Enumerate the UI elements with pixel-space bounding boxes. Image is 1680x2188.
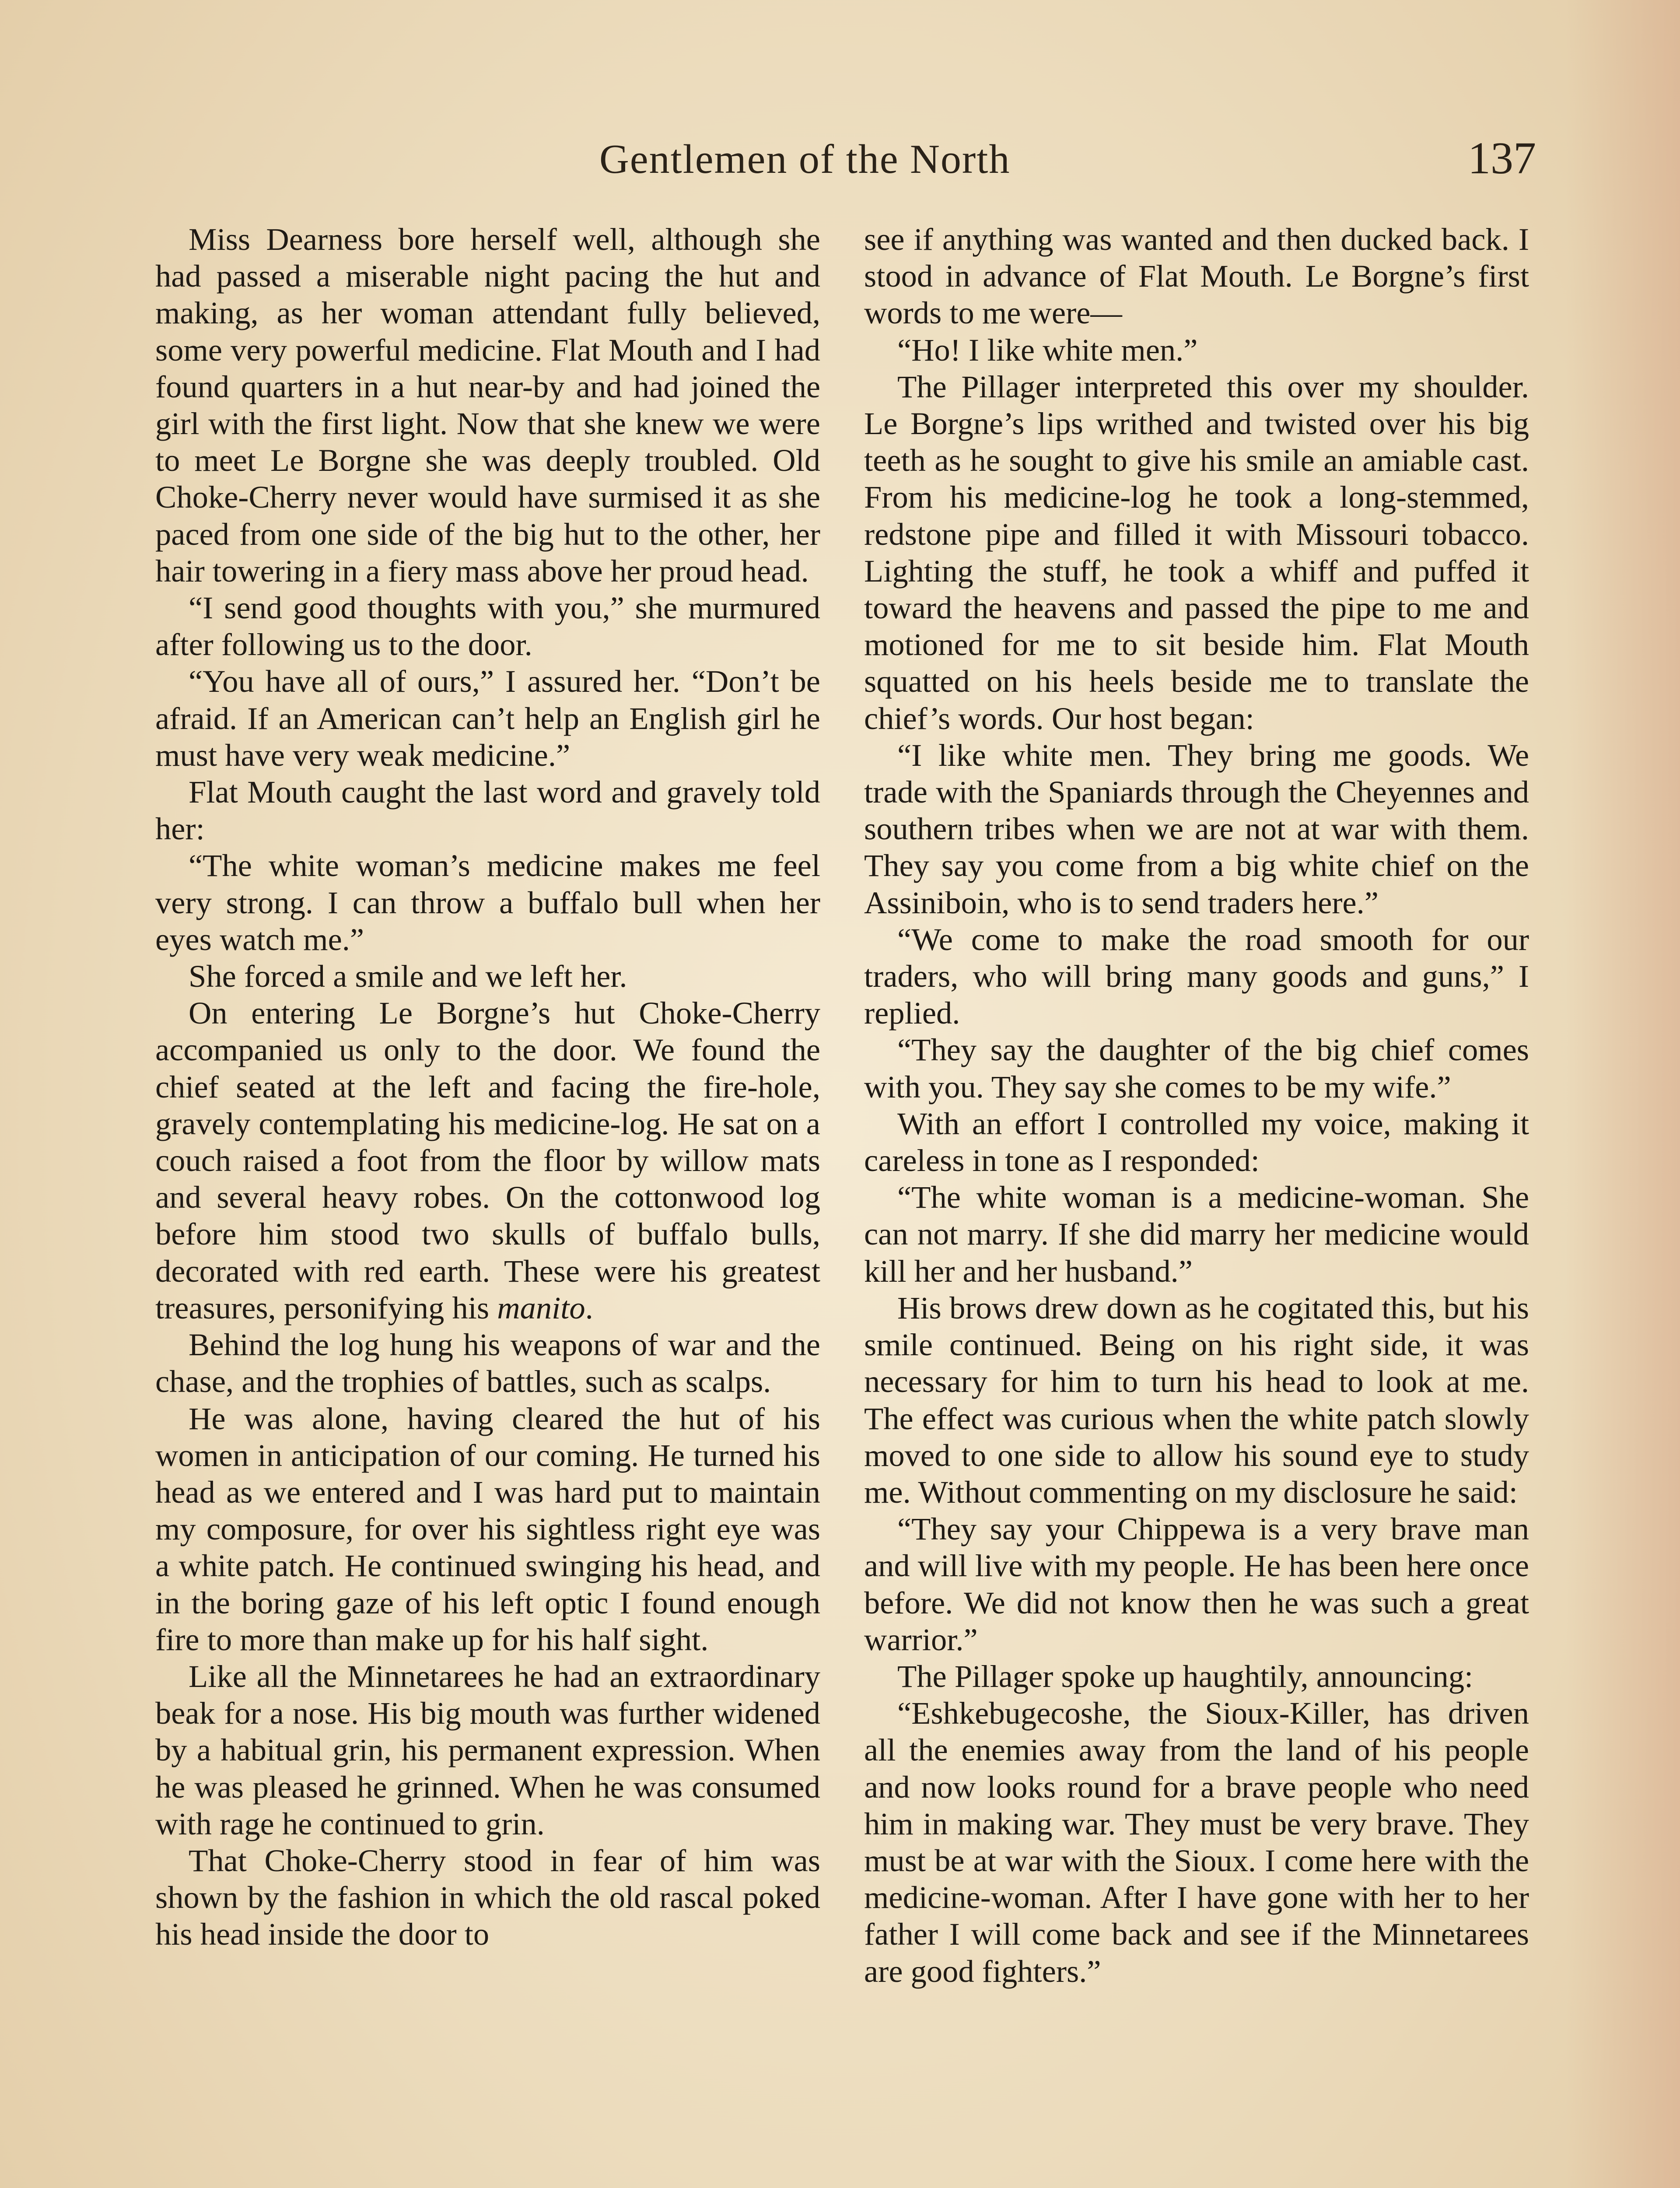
paragraph-text: “They say the daughter of the big chief comes with you. They say she comes to be my wife.” [864,1032,1529,1105]
italic-word: manito [497,1290,585,1325]
paragraph [155,1658,820,1842]
paragraph-text: His brows drew down as he cogitated this, but his smile continued. Being on his right side, it was necessary for him to turn his head to look at me. The effect was curious when the white patch slowly moved to one side to allow his sound eye to study me. Without commenting on my disclosure he said: [864,1290,1529,1510]
paragraph-text: On entering Le Borgne’s hut Choke-Cherry accompanied us only to the door. We found the chief seated at the left and facing the fire-hole, gravely contemplating his medicine-log. He sat on a couch raised a foot from the floor by willow mats and several heavy robes. On the cottonwood log before him stood two skulls of buffalo bulls, decorated with red earth. These were his greatest treasures, personifying his [155,995,820,1325]
paragraph [864,921,1529,1032]
paragraph [864,368,1529,737]
paragraph-text-tail: . [585,1290,593,1325]
paragraph-text: With an effort I controlled my voice, making it careless in tone as I responded: [864,1105,1529,1178]
paragraph [155,589,820,663]
paragraph [864,1179,1529,1290]
paragraph [864,737,1529,921]
paragraph-text: “I like white men. They bring me goods. We trade with the Spaniards through the Cheyennes and southern tribes when we are not at war with them. They say you come from a big white chief on the Assiniboin, who is to send traders here.” [864,737,1529,920]
paragraph-text: Behind the log hung his weapons of war and the chase, and the trophies of battles, such as scalps. [155,1327,820,1399]
paragraph-text: “I send good thoughts with you,” she murmured after following us to the door. [155,590,820,663]
paragraph-text: Flat Mouth caught the last word and gravely told her: [155,774,820,847]
paragraph-text: “Ho! I like white men.” [897,332,1198,368]
paragraph [864,1511,1529,1658]
paragraph [155,663,820,774]
paragraph [155,995,820,1326]
right-text-column [864,221,1529,1990]
paragraph-text: “The white woman’s medicine makes me feel very strong. I can throw a buffalo bull when her eyes watch me.” [155,848,820,957]
paragraph [155,221,820,589]
paragraph-text: She forced a smile and we left her. [189,958,627,994]
paragraph [155,847,820,958]
paragraph [155,1842,820,1953]
paragraph [864,221,1529,332]
paragraph-text: “Eshkebugecoshe, the Sioux-Killer, has driven all the enemies away from the land of his people and now looks round for a brave people who need him in making war. They must be very brave. They must be at war with the Sioux. I come here with the medicine-woman. After I have gone with her to her father I will come back and see if the Minnetarees are good fighters.” [864,1695,1529,1989]
paragraph-text: Like all the Minnetarees he had an extraordinary beak for a nose. His big mouth was further widened by a habitual grin, his permanent expression. When he was pleased he grinned. When he was consumed with rage he continued to grin. [155,1658,820,1841]
paragraph-text: “You have all of ours,” I assured her. “Don’t be afraid. If an American can’t help an English girl he must have very weak medicine.” [155,663,820,773]
paragraph [864,1031,1529,1105]
paragraph-text: “The white woman is a medicine-woman. She can not marry. If she did marry her medicine would kill her and her husband.” [864,1179,1529,1289]
paragraph-text: The Pillager interpreted this over my shoulder. Le Borgne’s lips writhed and twisted over his big teeth as he sought to give his smile an amiable cast. From his medicine-log he took a long-stemmed, redstone pipe and filled it with Missouri tobacco. Lighting the stuff, he took a whiff and puffed it toward the heavens and passed the pipe to me and motioned for me to sit beside him. Flat Mouth squatted on his heels beside me to translate the chief’s words. Our host began: [864,368,1529,736]
paragraph-text: The Pillager spoke up haughtily, announcing: [897,1658,1474,1694]
paragraph [864,1658,1529,1695]
paragraph [155,958,820,995]
paragraph [864,1105,1529,1179]
paragraph [864,1695,1529,1990]
left-text-column [155,221,820,1953]
paragraph [864,332,1529,368]
running-title: Gentlemen of the North [599,137,1011,182]
paragraph [864,1290,1529,1511]
running-header [0,127,1680,193]
paragraph [155,1326,820,1400]
paragraph-text: see if anything was wanted and then ducked back. I stood in advance of Flat Mouth. Le Borgne’s first words to me were— [864,221,1529,331]
page-number: 137 [1468,133,1536,183]
paragraph-text: “They say your Chippewa is a very brave man and will live with my people. He has been here once before. We did not know then he was such a great warrior.” [864,1511,1529,1657]
paragraph [155,1400,820,1658]
paragraph-text: That Choke-Cherry stood in fear of him was shown by the fashion in which the old rascal poked his head inside the door to [155,1842,820,1952]
paragraph [155,774,820,847]
paragraph-text: “We come to make the road smooth for our traders, who will bring many goods and guns,” I replied. [864,921,1529,1031]
paragraph-text: Miss Dearness bore herself well, although she had passed a miserable night pacing the hut and making, as her woman attendant fully believed, some very powerful medicine. Flat Mouth and I had found quarters in a hut near-by and had joined the girl with the first light. Now that she knew we were to meet Le Borgne she was deeply troubled. Old Choke-Cherry never would have surmised it as she paced from one side of the big hut to the other, her hair towering in a fiery mass above her proud head. [155,221,820,589]
paragraph-text: He was alone, having cleared the hut of his women in anticipation of our coming. He turned his head as we entered and I was hard put to maintain my composure, for over his sightless right eye was a white patch. He continued swinging his head, and in the boring gaze of his left optic I found enough fire to more than make up for his half sight. [155,1400,820,1657]
